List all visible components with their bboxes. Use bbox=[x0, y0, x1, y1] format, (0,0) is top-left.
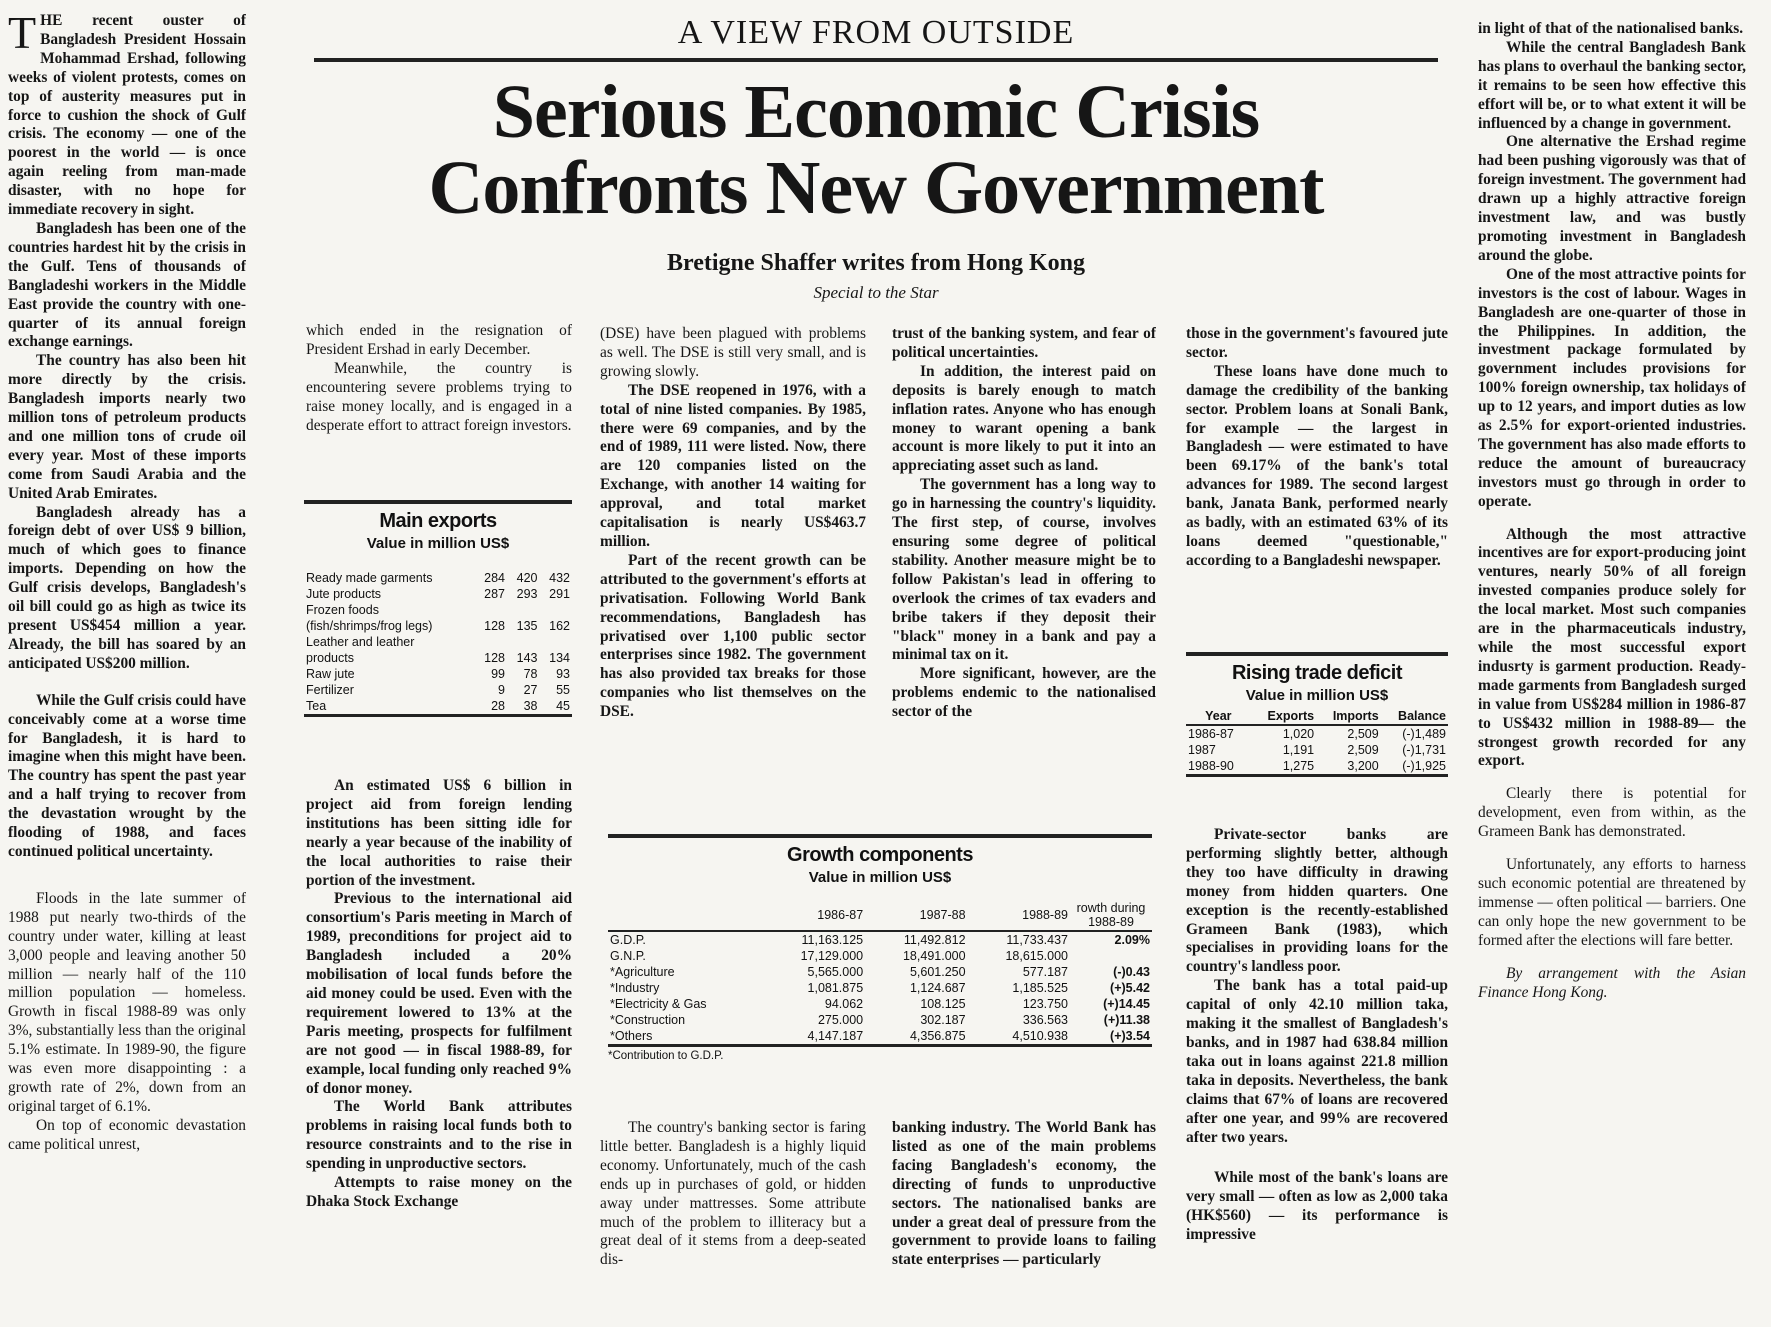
paragraph: Although the most attractive incentives are for export-producing joint ventures, nearly 50% of all foreign invested companies produce solely for the local market. Most such companies are in the pharmaceuticals industry, while the most successful export indusrty is garment production. Ready-made garments from Bangladesh surged in value from US$284 million in 1986-87 to US$432 million in 1988-89— the strongest growth recorded for any export. bbox=[1478, 525, 1746, 770]
table-cell: (-)1,731 bbox=[1402, 743, 1446, 757]
table-cell: 4,147.187 bbox=[807, 1029, 864, 1043]
paragraph: Part of the recent growth can be attributed to the government's efforts at privatisation. Following World Bank recommendations, Bangladesh has privatised over 1,100 public sector enterprises since 1982. The government has also provided tax breaks for those companies who list themselves on the DSE. bbox=[600, 551, 866, 721]
growth-components-table bbox=[608, 834, 1152, 1062]
table-cell bbox=[539, 634, 572, 650]
table-row bbox=[304, 698, 572, 714]
table-cell: 577.187 bbox=[1022, 965, 1068, 979]
table-row bbox=[1186, 758, 1448, 774]
paragraph: Unfortunately, any efforts to harness such economic potential are threatened by immense — often political — barriers. One can only hope the new government to be formed after the elections will fare better. bbox=[1478, 856, 1746, 949]
paragraph: While the Gulf crisis could have conceivably come at a worse time for Bangladesh, it is hard to imagine when this might have been. The country has spent the past year and a half trying to recover from the devastation wrought by the flooding of 1988, and faces continued political uncertainty. bbox=[8, 691, 246, 860]
table-cell: 1,020 bbox=[1282, 727, 1315, 741]
table-cell: 291 bbox=[549, 587, 570, 601]
column-5-top bbox=[1186, 325, 1448, 635]
table-row bbox=[608, 1012, 1152, 1028]
table-row bbox=[304, 666, 572, 682]
table-cell bbox=[475, 634, 507, 650]
credit-line: By arrangement with the Asian Finance Hong Kong. bbox=[1478, 964, 1746, 1001]
table-row bbox=[608, 996, 1152, 1012]
row-label: *Construction bbox=[610, 1013, 686, 1027]
paragraph: More significant, however, are the problems endemic to the nationalised sector of the bbox=[892, 665, 1156, 721]
table-row bbox=[304, 602, 572, 618]
row-label: *Others bbox=[610, 1029, 653, 1043]
table-cell: 18,615.000 bbox=[1005, 949, 1068, 963]
table-subtitle: Value in million US$ bbox=[1245, 687, 1389, 704]
table-cell: 128 bbox=[484, 619, 505, 633]
table-cell: 336.563 bbox=[1022, 1013, 1068, 1027]
table-subtitle: Value in million US$ bbox=[366, 535, 510, 552]
table-cell: 18,491.000 bbox=[902, 949, 966, 963]
table-cell: 17,129.000 bbox=[800, 949, 864, 963]
table-cell: 432 bbox=[549, 571, 570, 585]
table-cell: 128 bbox=[484, 651, 505, 665]
headline-line-2: Confronts New Government bbox=[428, 146, 1324, 230]
rising-trade-deficit-table bbox=[1186, 652, 1448, 777]
table-cell: 1,191 bbox=[1282, 743, 1315, 757]
row-label: 1987 bbox=[1188, 743, 1216, 757]
table-cell: 11,163.125 bbox=[763, 931, 865, 948]
table-row bbox=[608, 948, 1152, 964]
table-cell: 93 bbox=[556, 667, 570, 681]
table-cell: 3,200 bbox=[1347, 759, 1379, 773]
table-cell: 94.062 bbox=[824, 997, 864, 1011]
table-cell: (-)0.43 bbox=[1113, 965, 1150, 979]
drop-cap: T bbox=[8, 12, 37, 58]
table-cell: 99 bbox=[491, 667, 505, 681]
table-cell: (+)14.45 bbox=[1103, 997, 1150, 1011]
table-cell: 293 bbox=[516, 587, 538, 601]
paragraph: The World Bank attributes problems in raising local funds both to resource constraints and to the rise in spending in unproductive sectors. bbox=[306, 1098, 572, 1173]
table-row bbox=[304, 570, 572, 586]
row-label: 1986-87 bbox=[1188, 727, 1234, 741]
paragraph: While the central Bangladesh Bank has plans to overhaul the banking sector, it remains to be seen how effective this effort will be, or to what extent it will be influenced by a change in government. bbox=[1478, 38, 1746, 132]
table-cell: 420 bbox=[516, 571, 538, 585]
paragraph: One alternative the Ershad regime had been pushing vigorously was that of foreign investment. The government had drawn up a highly attractive foreign investment law, and was bustly promoting investment in Bangladesh around the globe. bbox=[1478, 133, 1746, 264]
table-title: Rising trade deficit bbox=[1231, 662, 1403, 684]
table-row bbox=[304, 634, 572, 650]
table-cell: 27 bbox=[523, 683, 538, 697]
table-cell: 143 bbox=[516, 651, 538, 665]
paragraph: The country has also been hit more directly by the crisis. Bangladesh imports nearly two million tons of petroleum products and one million tons of crude oil every year. Most of these imports come from Saudi Arabia and the United Arab Emirates. bbox=[8, 352, 246, 502]
table-cell: 134 bbox=[549, 651, 570, 665]
column-6 bbox=[1478, 20, 1746, 1327]
column-1 bbox=[8, 12, 246, 1327]
dateline: Special to the Star bbox=[813, 283, 939, 302]
paragraph: Bangladesh has been one of the countries hardest hit by the crisis in the Gulf. Tens of thousands of Bangladeshi workers in the Middle East provide the country with one-quarter of its annual foreign exchange earnings. bbox=[8, 219, 246, 351]
paragraph: An estimated US$ 6 billion in project aid from foreign lending institutions has been sitting idle for nearly a year because of the inability of the local authorities to raise their portion of the investment. bbox=[306, 777, 572, 889]
column-header: rowth during 1988-89 bbox=[1076, 901, 1146, 929]
table-note: *Contribution to G.D.P. bbox=[608, 1050, 724, 1062]
paragraph: banking industry. The World Bank has listed as one of the main problems facing Bangladesh's economy, the directing of funds to unproductive sectors. The nationalised banks are under a great deal of pressure from the government to provide loans to failing state enterprises — particularly bbox=[892, 1119, 1156, 1269]
paragraph: trust of the banking system, and fear of political uncertainties. bbox=[892, 325, 1156, 361]
main-exports-table bbox=[304, 500, 572, 717]
paragraph: which ended in the resignation of President Ershad in early December. bbox=[306, 322, 572, 358]
table-cell: 45 bbox=[556, 699, 570, 713]
row-label: 1988-90 bbox=[1188, 759, 1234, 773]
header-row bbox=[1186, 708, 1448, 725]
byline: Bretigne Shaffer writes from Hong Kong bbox=[667, 250, 1085, 276]
table-cell: 78 bbox=[523, 667, 538, 681]
table-cell: 162 bbox=[549, 619, 570, 633]
table-row bbox=[304, 650, 572, 666]
table-cell: 1,275 bbox=[1282, 759, 1315, 773]
column-4-top bbox=[892, 325, 1156, 817]
paragraph: Private-sector banks are performing slightly better, although they too have difficulty in drawing money from hidden quarters. One exception is the recently-established Grameen Bank (1983), which specialises in providing loans for the country's landless poor. bbox=[1186, 826, 1448, 976]
header-row bbox=[608, 900, 1152, 931]
table-cell: (-)1,925 bbox=[1402, 759, 1446, 773]
row-label: Fertilizer bbox=[306, 683, 354, 697]
row-label: Jute products bbox=[306, 587, 382, 601]
paragraph: These loans have done much to damage the credibility of the banking sector. Problem loans at Sonali Bank, for example — the largest in Bangladesh — were estimated to have been 69.17% of the bank's total advances for 1989. The second largest bank, Janata Bank, performed nearly as badly, with an estimated 63% of its loans deemed "questionable," according to a Bangladeshi newspaper. bbox=[1186, 362, 1448, 569]
table-cell: 55 bbox=[556, 683, 570, 697]
column-header: Exports bbox=[1251, 708, 1316, 725]
paragraph: Clearly there is potential for development, even from within, as the Grameen Bank has demonstrated. bbox=[1478, 785, 1746, 841]
paragraph: The country's banking sector is faring little better. Bangladesh is a highly liquid economy. Unfortunately, much of the cash ends up in purchases of gold, or hidden away under mattresses. Some attribute much of the problem to illiteracy but a great deal of it stems from a deep-seated dis- bbox=[600, 1119, 866, 1269]
paragraph: The bank has a total paid-up capital of only 42.10 million taka, making it the smallest of Bangladesh's banks, and in 1987 had 638.84 million taka out in loans against 221.8 million taka in deposits. Nevertheless, the bank claims that 67% of loans are recovered after one year, and 99% are recovered after two years. bbox=[1186, 977, 1448, 1146]
column-header: 1986-87 bbox=[817, 908, 864, 922]
table-row bbox=[1186, 725, 1448, 742]
column-2-bottom bbox=[306, 777, 572, 1327]
kicker: A VIEW FROM OUTSIDE bbox=[314, 14, 1438, 62]
column-5-bottom bbox=[1186, 826, 1448, 1327]
table-cell: (+)11.38 bbox=[1103, 1013, 1150, 1027]
table-cell: 108.125 bbox=[920, 997, 966, 1011]
table-cell: 2.09% bbox=[1070, 931, 1152, 948]
paragraph: While most of the bank's loans are very small — often as low as 2,000 taka (HK$560) — its performance is impressive bbox=[1186, 1169, 1448, 1244]
table-cell bbox=[475, 602, 507, 618]
row-label: Ready made garments bbox=[306, 571, 433, 585]
table-cell: 284 bbox=[484, 571, 505, 585]
row-label: Raw jute bbox=[306, 667, 355, 681]
column-4-bottom bbox=[892, 1119, 1156, 1327]
row-label: *Industry bbox=[610, 981, 660, 995]
table-cell: 135 bbox=[516, 619, 538, 633]
table-row bbox=[608, 964, 1152, 980]
table-cell: 5,601.250 bbox=[909, 965, 966, 979]
table-cell: 11,733.437 bbox=[968, 931, 1070, 948]
table-cell: (+)3.54 bbox=[1110, 1029, 1150, 1043]
paragraph: Previous to the international aid consortium's Paris meeting in March of 1989, preconditions for project aid to Bangladesh included a 20% mobilisation of local funds before the aid money could be used. Even with the requirement lowered to 13% at the Paris meeting, prospects for fulfilment are not good — in fiscal 1988-89, for example, local funding only reached 9% of donor money. bbox=[306, 890, 572, 1097]
column-header: 1987-88 bbox=[919, 908, 966, 922]
paragraph: Meanwhile, the country is encountering severe problems trying to raise money locally, and is engaged in a desperate effort to attract foreign investors. bbox=[306, 359, 572, 434]
headline-block bbox=[312, 14, 1440, 303]
table-subtitle: Value in million US$ bbox=[808, 869, 952, 886]
paragraph: Bangladesh already has a foreign debt of over US$ 9 billion, much of which goes to finance imports. Depending on how the Gulf crisis develops, Bangladesh's oil bill could go as high as twice its present US$454 million a year. Already, the bill has soared by an anticipated US$200 million. bbox=[8, 503, 246, 672]
table-cell: 2,509 bbox=[1347, 727, 1379, 741]
table-title: Growth components bbox=[787, 844, 973, 866]
table-cell: 302.187 bbox=[920, 1013, 966, 1027]
headline-line-1: Serious Economic Crisis bbox=[492, 70, 1260, 154]
table-title: Main exports bbox=[379, 510, 497, 532]
table-row bbox=[608, 980, 1152, 996]
table-cell: 5,565.000 bbox=[807, 965, 864, 979]
row-label: G.D.P. bbox=[608, 931, 763, 948]
paragraph: The DSE reopened in 1976, with a total of nine listed companies. By 1985, there were 69 companies, and by the end of 1989, 111 were listed. Now, there are 120 companies listed on the Exchange, with another 14 waiting for approval, and total market capitalisation is nearly US$463.7 million. bbox=[600, 381, 866, 550]
paragraph: Floods in the late summer of 1988 put nearly two-thirds of the country under water, killing at least 3,000 people and leaving another 50 million — nearly half of the 110 million population — homeless. Growth in fiscal 1988-89 was only 3%, substantially less than the original 5.1% estimate. In 1989-90, the figure was even more disappointing : a growth rate of 2%, down from an original target of 6.1%. bbox=[8, 889, 246, 1115]
table-cell: 38 bbox=[523, 699, 538, 713]
column-header: Year bbox=[1186, 708, 1251, 725]
row-label: Frozen foods bbox=[306, 603, 379, 617]
table-cell: 4,510.938 bbox=[1012, 1029, 1068, 1043]
table-cell: 1,081.875 bbox=[807, 981, 864, 995]
row-label: *Agriculture bbox=[610, 965, 675, 979]
column-3-bottom bbox=[600, 1119, 866, 1327]
column-header: Imports bbox=[1316, 708, 1381, 725]
table-cell bbox=[507, 634, 539, 650]
paragraph: in light of that of the nationalised banks. bbox=[1478, 20, 1744, 37]
table-cell: 287 bbox=[484, 587, 505, 601]
row-label: G.N.P. bbox=[610, 949, 646, 963]
table-row bbox=[608, 931, 1152, 948]
row-label: products bbox=[306, 651, 354, 665]
paragraph: (DSE) have been plagued with problems as well. The DSE is still very small, and is growing slowly. bbox=[600, 325, 866, 380]
paragraph: Attempts to raise money on the Dhaka Stock Exchange bbox=[306, 1174, 572, 1210]
column-header bbox=[608, 900, 763, 931]
lead-paragraph: THE recent ouster of Bangladesh President Hossain Mohammad Ershad, following weeks of violent protests, comes on top of austerity measures put in force to cushion the shock of Gulf crisis. The economy — one of the poorest in the world — is once again reeling from man-made disaster, with no hope for immediate recovery in sight. bbox=[8, 12, 246, 219]
table-cell: 28 bbox=[491, 699, 505, 713]
table-cell bbox=[507, 602, 539, 618]
table-cell: 2,509 bbox=[1347, 743, 1379, 757]
column-header: Balance bbox=[1381, 708, 1448, 725]
table-cell: 275.000 bbox=[817, 1013, 864, 1027]
paragraph: The government has a long way to go in harnessing the country's liquidity. The first step, of course, involves ensuring some degree of political stability. Another measure might be to follow Pakistan's lead in offering to overlook the crimes of tax evaders and bribe takers if they deposit their "black" money in a bank and pay a minimal tax on it. bbox=[892, 476, 1156, 664]
row-label: Leather and leather bbox=[306, 635, 415, 649]
table-cell: 4,356.875 bbox=[909, 1029, 966, 1043]
table-cell bbox=[1070, 948, 1152, 964]
row-label: Tea bbox=[306, 699, 327, 713]
paragraph: One of the most attractive points for investors is the cost of labour. Wages in Bangladesh are one-quarter of those in the Philippines. In addition, the investment package formulated by government includes provisions for 100% foreign ownership, tax holidays of up to 12 years, and import duties as low as 2.5% for export-oriented industries. The government has also made efforts to reduce the amount of bureaucracy investors must go through in order to operate. bbox=[1478, 265, 1746, 510]
table-row bbox=[608, 1028, 1152, 1044]
table-cell: 1,185.525 bbox=[1012, 981, 1068, 995]
table-cell: 9 bbox=[498, 683, 505, 697]
paragraph: those in the government's favoured jute sector. bbox=[1186, 325, 1448, 361]
column-header: 1988-89 bbox=[1022, 908, 1068, 922]
table-row bbox=[304, 586, 572, 602]
row-label: (fish/shrimps/frog legs) bbox=[306, 619, 433, 633]
table-row bbox=[304, 682, 572, 698]
table-cell: (+)5.42 bbox=[1110, 981, 1150, 995]
table-cell: 1,124.687 bbox=[909, 981, 966, 995]
table-cell: 11,492.812 bbox=[865, 931, 967, 948]
paragraph: On top of economic devastation came political unrest, bbox=[8, 1116, 246, 1153]
paragraph: In addition, the interest paid on deposits is barely enough to match inflation rates. Anyone who has enough money to warant opening a bank account is more likely to put it into an appreciating asset such as land. bbox=[892, 362, 1156, 475]
table-row bbox=[1186, 742, 1448, 758]
column-3-top bbox=[600, 325, 866, 817]
table-row bbox=[304, 618, 572, 634]
row-label: *Electricity & Gas bbox=[610, 997, 707, 1011]
table-cell: (-)1,489 bbox=[1402, 727, 1446, 741]
table-cell bbox=[539, 602, 572, 618]
table-cell: 123.750 bbox=[1022, 997, 1068, 1011]
headline bbox=[312, 70, 1440, 230]
column-2-top bbox=[306, 322, 572, 492]
